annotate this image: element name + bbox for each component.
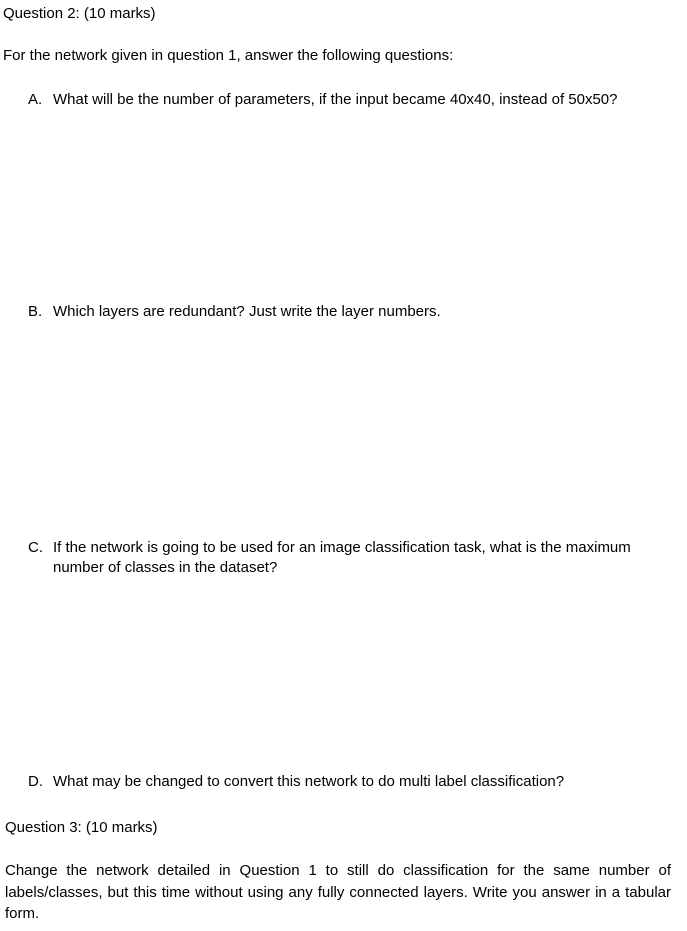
question-2-heading: Question 2: (10 marks)	[3, 5, 156, 22]
part-d-text: What may be changed to convert this network to do multi label classification?	[53, 773, 565, 790]
part-b-text: Which layers are redundant? Just write the layer numbers.	[53, 303, 441, 320]
part-a-text: What will be the number of parameters, if the input became 40x40, instead of 50x50?	[53, 91, 618, 108]
part-c-text-line-1: If the network is going to be used for an image classification task, what is the maximum	[53, 539, 631, 556]
part-a-letter: A.	[28, 91, 43, 108]
question-3-heading: Question 3: (10 marks)	[5, 819, 158, 836]
part-c-letter: C.	[28, 539, 43, 556]
question-3-body: Change the network detailed in Question 1 to still do classification for the same number of labels/classes, but this time without using any fully connected layers. Write you answer in a tabular form.	[5, 862, 671, 922]
part-d-letter: D.	[28, 773, 43, 790]
part-c-text-line-2: number of classes in the dataset?	[53, 559, 278, 576]
part-b-letter: B.	[28, 303, 43, 320]
question-2-intro: For the network given in question 1, answer the following questions:	[3, 47, 454, 64]
